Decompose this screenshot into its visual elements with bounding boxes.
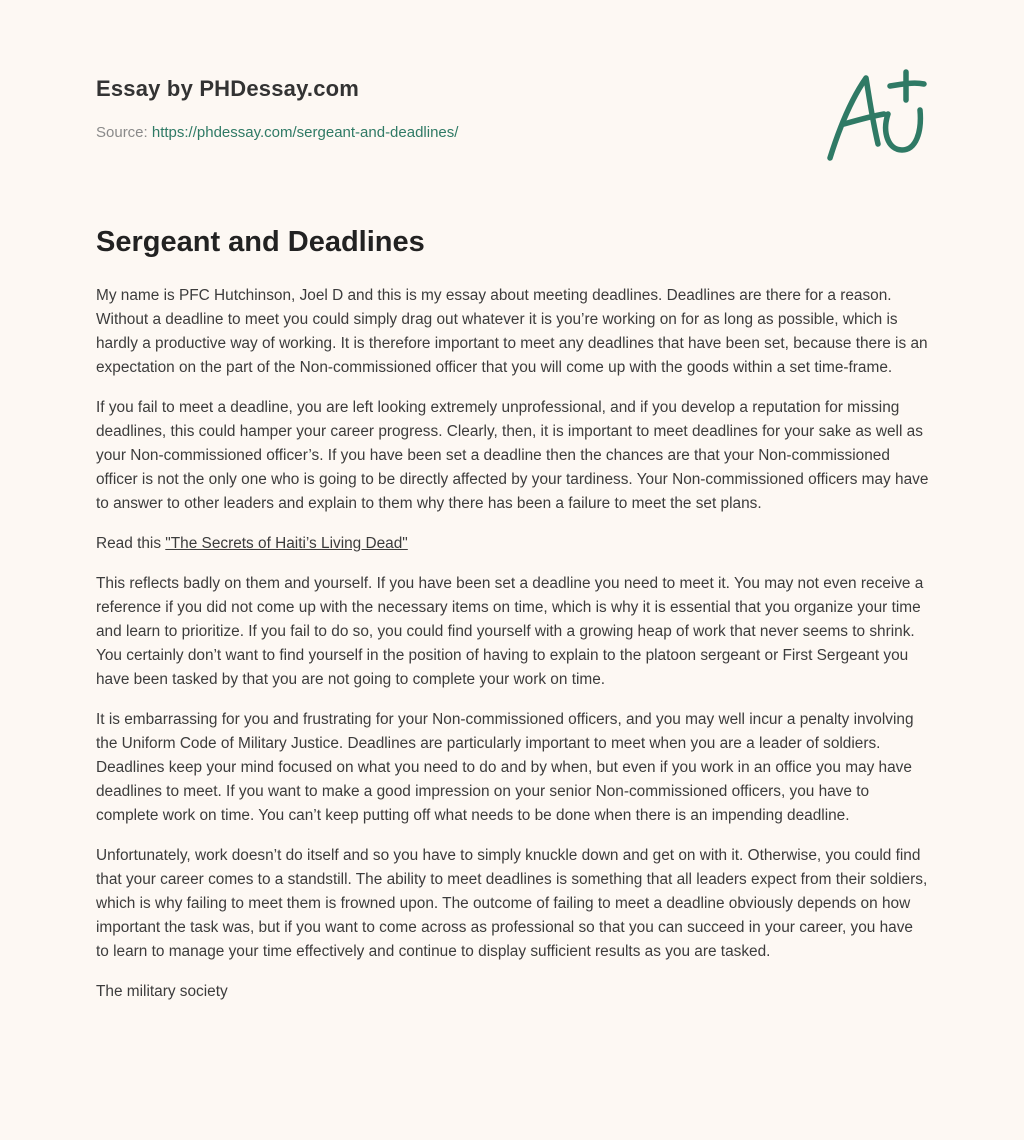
essay-page — [96, 0, 930, 1000]
essay-title: Sergeant and Deadlines — [96, 226, 425, 258]
paragraph: The military society — [96, 983, 228, 1000]
read-this-prefix: Read this — [96, 535, 166, 552]
source-link[interactable]: https://phdessay.com/sergeant-and-deadlines/ — [151, 124, 459, 141]
page-header — [96, 0, 930, 200]
read-this-line — [96, 532, 930, 556]
paragraph: This reflects badly on them and yourself. If you have been set a deadline you need to meet it. You may not even receive a reference if you did not come up with the necessary items on time, which is why it is essential that you organize your time and learn to prioritize. If you fail to do so, you could find yourself with a growing heap of work that never seems to shrink. You certainly don’t want to find yourself in the position of having to explain to the platoon sergeant or First Sergeant you have been tasked by that you are not going to complete your work on time. — [96, 575, 924, 688]
site-title: Essay by PHDessay.com — [96, 76, 360, 101]
paragraph: Unfortunately, work doesn’t do itself and so you have to simply knuckle down and get on with it. Otherwise, you could find that your career comes to a standstill. The ability to meet deadlines is something that all leaders expect from their soldiers, which is why failing to meet them is frowned upon. The outcome of failing to meet a deadline obviously depends on how important the task was, but if you want to come across as professional so that you can succeed in your career, you have to learn to manage your time effectively and continue to display sufficient results as you are tasked. — [96, 847, 928, 960]
paragraph: If you fail to meet a deadline, you are left looking extremely unprofessional, and if you develop a reputation for missing deadlines, this could hamper your career progress. Clearly, then, it is important to meet deadlines for your sake as well as your Non-commissioned officer’s. If you have been set a deadline then the chances are that your Non-commissioned officer is not the only one who is going to be directly affected by your tardiness. Your Non-commissioned officers may have to answer to other leaders and explain to them why there has been a failure to meet the set plans. — [96, 399, 929, 512]
source-label: Source: — [96, 124, 152, 141]
paragraph: It is embarrassing for you and frustrating for your Non-commissioned officers, and you may well incur a penalty involving the Uniform Code of Military Justice. Deadlines are particularly important to meet when you are a leader of soldiers. Deadlines keep your mind focused on what you need to do and by when, but even if you work in an office you may have deadlines to meet. If you want to make a good impression on your senior Non-commissioned officers, you have to complete work on time. You can’t keep putting off what needs to be done when there is an impending deadline. — [96, 711, 914, 824]
paragraph: My name is PFC Hutchinson, Joel D and this is my essay about meeting deadlines. Deadlines are there for a reason. Without a deadline to meet you could simply drag out whatever it is you’re working on for as long as possible, which is hardly a productive way of working. It is therefore important to meet any deadlines that have been set, because there is an expectation on the part of the Non-commissioned officer that you will come up with the goods within a set time-frame. — [96, 287, 928, 376]
source-line — [96, 124, 458, 141]
related-essay-link[interactable]: "The Secrets of Haiti’s Living Dead" — [165, 535, 408, 552]
a-plus-logo-icon — [822, 66, 932, 166]
essay-body — [96, 284, 930, 1020]
